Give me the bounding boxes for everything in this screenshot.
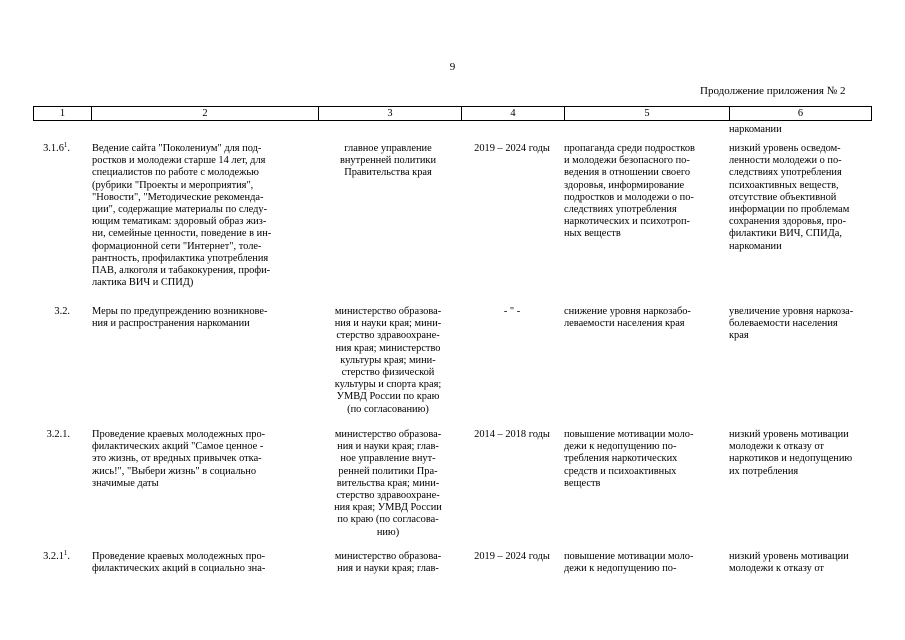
text-line: рантность, профилактика употребления [92, 252, 269, 264]
text-line: леваемости населения края [564, 318, 685, 330]
row-executor [318, 143, 458, 180]
row-period: 2019 – 2024 годы [474, 143, 550, 154]
text-line: это жизнь, от вредных привычек отка- [92, 453, 262, 465]
text-line: следствиях употребления [729, 167, 842, 179]
row-number [33, 551, 70, 563]
header-col-1: 1 [59, 108, 66, 119]
text-line: ных веществ [564, 228, 621, 240]
row-number-dot: . [67, 551, 70, 562]
text-line: Меры по предупреждению возникнове- [92, 306, 268, 317]
text-line: дежи к недопущению по- [564, 441, 677, 453]
text-line: внутренней политики [339, 155, 437, 167]
text-line: повышение мотивации моло- [564, 551, 694, 562]
text-line: (по согласованию) [347, 403, 429, 415]
text-line: болеваемости населения [729, 318, 838, 330]
row-description [92, 143, 317, 289]
row-period: - " - [503, 306, 521, 317]
text-line: низкий уровень осведом- [729, 143, 841, 154]
text-line: Ведение сайта "Поколениум" для под- [92, 143, 262, 154]
text-line: ПАВ, алкоголя и табакокурения, профи- [92, 265, 271, 277]
text-line: их потребления [729, 465, 799, 477]
row-executor [318, 429, 458, 539]
text-line: главное управление [344, 143, 432, 154]
row-description [92, 429, 317, 490]
row-consequences [729, 306, 889, 343]
text-line: сохранения здоровья, про- [729, 216, 847, 228]
row-consequences [729, 429, 889, 478]
text-line: филактики ВИЧ, СПИДа, [729, 228, 842, 240]
text-line: "Новости", "Методические рекоменда- [92, 191, 264, 203]
row-expected-result [564, 551, 729, 575]
text-line: стерство физической [341, 367, 435, 379]
row-period: 2014 – 2018 годы [474, 429, 550, 440]
text-line: лактика ВИЧ и СПИД) [92, 277, 194, 289]
text-line: молодежи к отказу от [729, 441, 824, 453]
text-line: стерство здравоохране- [336, 490, 440, 502]
row-consequences [729, 143, 889, 253]
text-line: наркомании [729, 240, 782, 252]
text-line: министерство образова- [334, 551, 442, 562]
text-line: формационной сети "Интернет", толе- [92, 240, 262, 252]
page-number: 9 [449, 61, 456, 73]
text-line: наркотических и психотроп- [564, 216, 690, 228]
text-line: по краю (по согласова- [337, 514, 439, 526]
header-col-5: 5 [644, 108, 650, 119]
text-line: ведения в отношении своего [564, 167, 691, 179]
text-line: психоактивных веществ, [729, 179, 839, 191]
text-line: ния края; министерство [335, 342, 441, 354]
text-line: жись!", "Выбери жизнь" в социально [92, 465, 257, 477]
row-description [92, 551, 317, 575]
text-line: низкий уровень мотивации [729, 429, 849, 440]
text-line: нию) [376, 526, 400, 538]
text-line: наркотиков и недопущению [729, 453, 853, 465]
text-line: ни, семейные ценности, поведение в ин- [92, 228, 272, 240]
row-description [92, 306, 317, 330]
text-line: отсутствие объективной [729, 191, 837, 203]
text-line: филактических акций "Самое ценное - [92, 441, 264, 453]
text-line: ния и науки края; глав- [337, 441, 439, 453]
row-expected-result [564, 429, 729, 490]
text-line: следствиях употребления [564, 204, 677, 216]
row-number-main: 3.2.1 [43, 551, 64, 562]
row-number-dot: . [67, 143, 70, 154]
row-number [33, 143, 70, 155]
text-line: ции", содержащие материалы по следу- [92, 204, 268, 216]
text-line: УМВД России по краю [336, 391, 440, 403]
text-line: значимые даты [92, 477, 159, 489]
text-line: специалистов по работе с молодежью [92, 167, 259, 179]
text-line: Правительства края [344, 167, 432, 179]
row-expected-result [564, 306, 729, 330]
text-line: дежи к недопущению по- [564, 563, 677, 575]
text-line: ния и науки края; глав- [337, 563, 439, 575]
continuation-label: Продолжение приложения № 2 [700, 85, 846, 97]
text-line: подростков и молодежи о по- [564, 191, 694, 203]
text-line: филактических акций в социально зна- [92, 563, 266, 575]
text-line: требления наркотических [564, 453, 678, 465]
text-line: снижение уровня наркозабо- [564, 306, 691, 317]
text-line: Проведение краевых молодежных про- [92, 551, 266, 562]
row-expected-result [564, 143, 729, 241]
carryover-text: наркомании [729, 124, 782, 135]
text-line: ное управление внут- [340, 453, 436, 465]
row-number: 3.2. [54, 306, 70, 317]
text-line: ростков и молодежи старше 14 лет, для [92, 155, 266, 167]
text-line: низкий уровень мотивации [729, 551, 849, 562]
header-col-3: 3 [387, 108, 393, 119]
text-line: министерство образова- [334, 429, 442, 440]
text-line: ренней политики Пра- [338, 465, 438, 477]
table-header-row [33, 106, 872, 121]
row-executor [318, 306, 458, 416]
text-line: культуры края; мини- [340, 354, 436, 366]
text-line: стерство здравоохране- [336, 330, 440, 342]
text-line: здоровья, информирование [564, 179, 685, 191]
text-line: ния и распространения наркомании [92, 318, 250, 330]
header-col-4: 4 [510, 108, 516, 119]
header-col-6: 6 [797, 108, 804, 119]
text-line: средств и психоактивных [564, 465, 677, 477]
row-number-sup: 1 [63, 141, 68, 149]
text-line: ющим тематикам: здоровый образ жиз- [92, 216, 267, 228]
row-number: 3.2.1. [46, 429, 70, 440]
text-line: и молодежи безопасного по- [564, 155, 690, 167]
text-line: Проведение краевых молодежных про- [92, 429, 266, 440]
text-line: культуры и спорта края; [334, 379, 442, 391]
text-line: ния края; УМВД России [334, 502, 442, 514]
text-line: министерство образова- [334, 306, 442, 317]
row-consequences [729, 551, 889, 575]
row-period: 2019 – 2024 годы [474, 551, 550, 562]
header-col-2: 2 [202, 108, 208, 119]
row-executor [318, 551, 458, 575]
row-number-main: 3.1.6 [43, 143, 64, 154]
text-line: ния и науки края; мини- [334, 318, 442, 330]
text-line: повышение мотивации моло- [564, 429, 694, 440]
text-line: края [729, 330, 749, 342]
text-line: вительства края; мини- [336, 477, 440, 489]
row-number-sup: 1 [63, 549, 68, 557]
text-line: веществ [564, 477, 601, 489]
text-line: (рубрики "Проекты и мероприятия", [92, 179, 254, 191]
text-line: увеличение уровня наркоза- [729, 306, 854, 317]
text-line: информации по проблемам [729, 204, 850, 216]
text-line: молодежи к отказу от [729, 563, 824, 575]
text-line: пропаганда среди подростков [564, 143, 695, 154]
text-line: ленности молодежи о по- [729, 155, 842, 167]
